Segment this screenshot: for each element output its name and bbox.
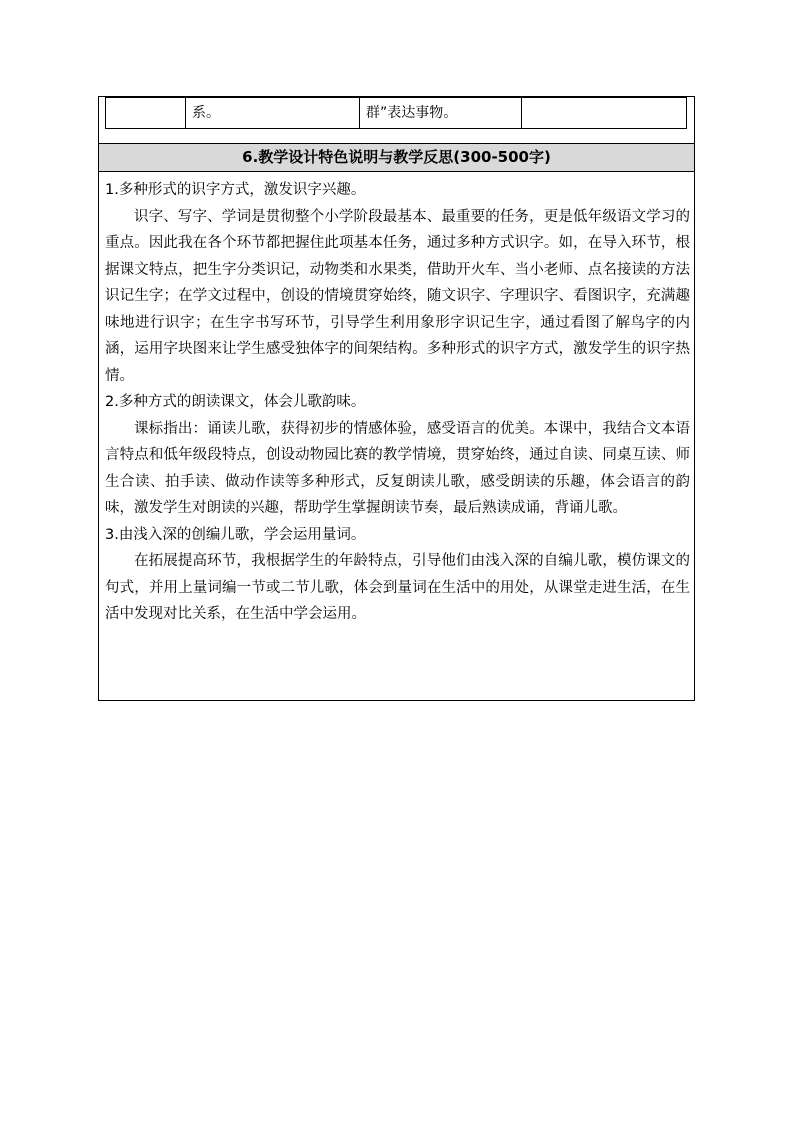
table-cell-2: 系。 bbox=[186, 98, 360, 128]
item-heading-3: 3.由浅入深的创编儿歌，学会运用量词。 bbox=[105, 526, 366, 543]
table-cell-1 bbox=[106, 98, 186, 128]
table-cell-4 bbox=[522, 98, 686, 128]
item-heading-1: 1.多种形式的识字方式，激发识字兴趣。 bbox=[105, 182, 366, 198]
item-paragraph-2: 课标指出：诵读儿歌，获得初步的情感体验，感受语言的优美。本课中，我结合文本语言特点和低年级段特点，创设动物园比赛的教学情境，贯穿始终，通过自读、同桌互读、师生合读、拍手读、做动作读等多种形式，反复朗读儿歌，感受朗读的乐趣，体会语言的韵味，激发学生对朗读的兴趣，帮助学生掌握朗读节奏，最后熟读成诵，背诵儿歌。 bbox=[105, 420, 690, 516]
table-top-row bbox=[105, 97, 687, 129]
document-table bbox=[98, 96, 695, 701]
item-heading-2: 2.多种方式的朗读课文，体会儿歌韵味。 bbox=[105, 394, 366, 410]
section-title: 6.教学设计特色说明与教学反思(300-500字) bbox=[99, 143, 694, 172]
item-paragraph-1: 识字、写字、学词是贯彻整个小学阶段最基本、最重要的任务，更是低年级语文学习的重点。因此我在各个环节都把握住此项基本任务，通过多种方式识字。如，在导入环节，根据课文特点，把生字分类识记，动物类和水果类，借助开火车、当小老师、点名接读的方法识记生字；在学文过程中，创设的情境贯穿始终，随文识字、字理识字、看图识字，充满趣味地进行识字；在生字书写环节，引导学生利用象形字识记生字，通过看图了解鸟字的内涵，运用字块图来让学生感受独体字的间架结构。多种形式的识字方式，激发学生的识字热情。 bbox=[105, 208, 690, 384]
table-cell-3: 群”表达事物。 bbox=[360, 98, 522, 128]
item-paragraph-3: 在拓展提高环节，我根据学生的年龄特点，引导他们由浅入深的自编儿歌，模仿课文的句式，并用上量词编一节或二节儿歌，体会到量词在生活中的用处，从课堂走进生活，在生活中发现对比关系，在生活中学会运用。 bbox=[105, 553, 690, 622]
section-content bbox=[105, 177, 690, 628]
